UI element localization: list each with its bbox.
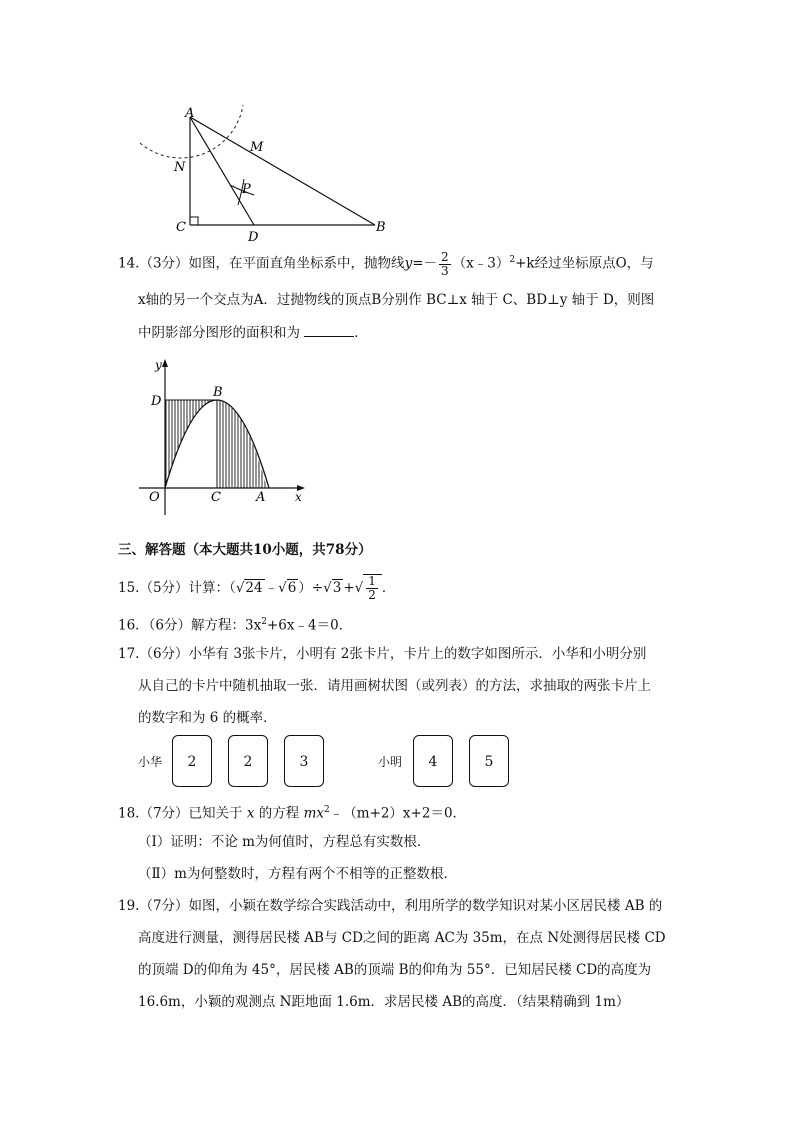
label-B-parabola: B — [213, 385, 223, 400]
q15-plus: + — [343, 580, 355, 596]
q17-line3: 的数字和为 6 的概率． — [138, 710, 277, 726]
q14-line3-text: 中阴影部分图形的面积和为 — [138, 325, 300, 341]
label-A-parabola: A — [256, 490, 266, 505]
q15-end: ． — [381, 580, 396, 596]
q15-frac-num: 1 — [368, 574, 376, 588]
q18-stem — [118, 800, 466, 824]
q18-var-x: x — [246, 805, 255, 822]
q14-line3-end: ． — [354, 325, 368, 341]
q14-line2: x轴的另一个交点为A．过抛物线的顶点B分别作 BC⊥x 轴于 C、BD⊥y 轴于 D，则图 — [138, 292, 655, 308]
axis-label-y: y — [155, 358, 162, 372]
q14-frac-num: 2 — [441, 249, 449, 264]
label-M: M — [250, 140, 264, 155]
q16-exponent: 2 — [261, 617, 267, 627]
axis-label-x: x — [295, 490, 302, 504]
q19-line3: 的顶端 D的仰角为 45°，居民楼 AB的顶端 B的仰角为 55°．已知居民楼 CD的高度为 — [138, 962, 652, 978]
q14-text-f: +k经过坐标原点O，与 — [515, 255, 654, 272]
parabola-figure — [135, 355, 310, 525]
label-B: B — [376, 220, 386, 235]
label-C-parabola: C — [211, 490, 221, 505]
q14-line1 — [118, 250, 654, 278]
q17-line2: 从自己的卡片中随机抽取一张．请用画树状图（或列表）的方法，求抽取的两张卡片上 — [138, 678, 651, 694]
card-ming-2: 5 — [469, 735, 509, 787]
label-N: N — [174, 160, 186, 175]
label-C: C — [176, 220, 186, 235]
q15-fraction — [366, 575, 378, 602]
q15-minus: ﹣ — [264, 580, 279, 596]
label-O: O — [149, 490, 160, 505]
q19-line4: 16.6m，小颖的观测点 N距地面 1.6m．求居民楼 AB的高度．（结果精确到 1m） — [138, 994, 630, 1010]
q14-eq: =－ — [412, 255, 438, 272]
xiaoming-label: 小明 — [378, 755, 403, 769]
q18-part-ii: （Ⅱ）m为何整数时，方程有两个不相等的正整数根． — [138, 866, 457, 882]
q15-sqrt-frac — [363, 574, 382, 602]
q15-sqrt-6: 6 — [287, 580, 297, 596]
q14-answer-blank[interactable] — [304, 322, 354, 337]
q15-frac-den: 2 — [368, 588, 376, 602]
card-ming-1: 4 — [413, 735, 453, 787]
q18-part-i: （Ⅰ）证明：不论 m为何值时，方程总有实数根． — [138, 834, 431, 850]
card-hua-1: 2 — [172, 735, 212, 787]
q16-text-a: 16．（6分）解方程：3x — [118, 617, 262, 634]
q15: 15.（5分）计算：（√24 ﹣√6 ）÷√3 +√ $\frac{1}{2}$ ． — [118, 574, 396, 602]
q14-exponent: 2 — [509, 255, 516, 265]
xiaohua-label: 小华 — [138, 755, 163, 769]
q14-text-d: （x﹣3） — [452, 255, 510, 272]
q14-line3 — [138, 322, 368, 343]
q15-text-a: 15.（5分）计算：（ — [118, 580, 236, 596]
q14-fraction — [439, 251, 451, 278]
q18-text-e: ﹣（m+2）x+2＝0． — [329, 805, 467, 822]
q18-exponent: 2 — [324, 805, 330, 815]
q14-text-a: 14.（3分）如图，在平面直角坐标系中，抛物线 — [118, 255, 405, 272]
q15-div: ）÷ — [298, 580, 324, 596]
label-P: P — [242, 182, 251, 197]
q14-var-y: y — [404, 255, 413, 272]
q15-sqrt-24: 24 — [245, 580, 263, 596]
triangle-figure — [130, 95, 400, 245]
q18-text-a: 18.（7分）已知关于 — [118, 805, 243, 822]
q14-frac-den: 3 — [441, 263, 449, 278]
section-heading: 三、解答题（本大题共10小题，共78分） — [118, 542, 372, 558]
q15-sqrt-3: 3 — [332, 580, 342, 596]
label-D: D — [248, 230, 259, 245]
q17-line1: 17.（6分）小华有 3张卡片，小明有 2张卡片，卡片上的数字如图所示．小华和小明分别 — [118, 646, 647, 662]
q16-text-b: +6x﹣4＝0． — [266, 617, 353, 634]
label-D-parabola: D — [151, 394, 162, 409]
q19-line1: 19.（7分）如图，小颖在数学综合实践活动中，利用所学的数学知识对某小区居民楼 AB 的 — [118, 898, 663, 914]
card-hua-2: 2 — [228, 735, 268, 787]
card-hua-3: 3 — [284, 735, 324, 787]
q18-mx: mx — [303, 805, 324, 822]
label-A: A — [185, 106, 195, 121]
q18-text-c: 的方程 — [258, 805, 300, 822]
q19-line2: 高度进行测量，测得居民楼 AB与 CD之间的距离 AC为 35m，在点 N处测得居民楼 CD — [138, 930, 666, 946]
q16 — [118, 612, 352, 636]
